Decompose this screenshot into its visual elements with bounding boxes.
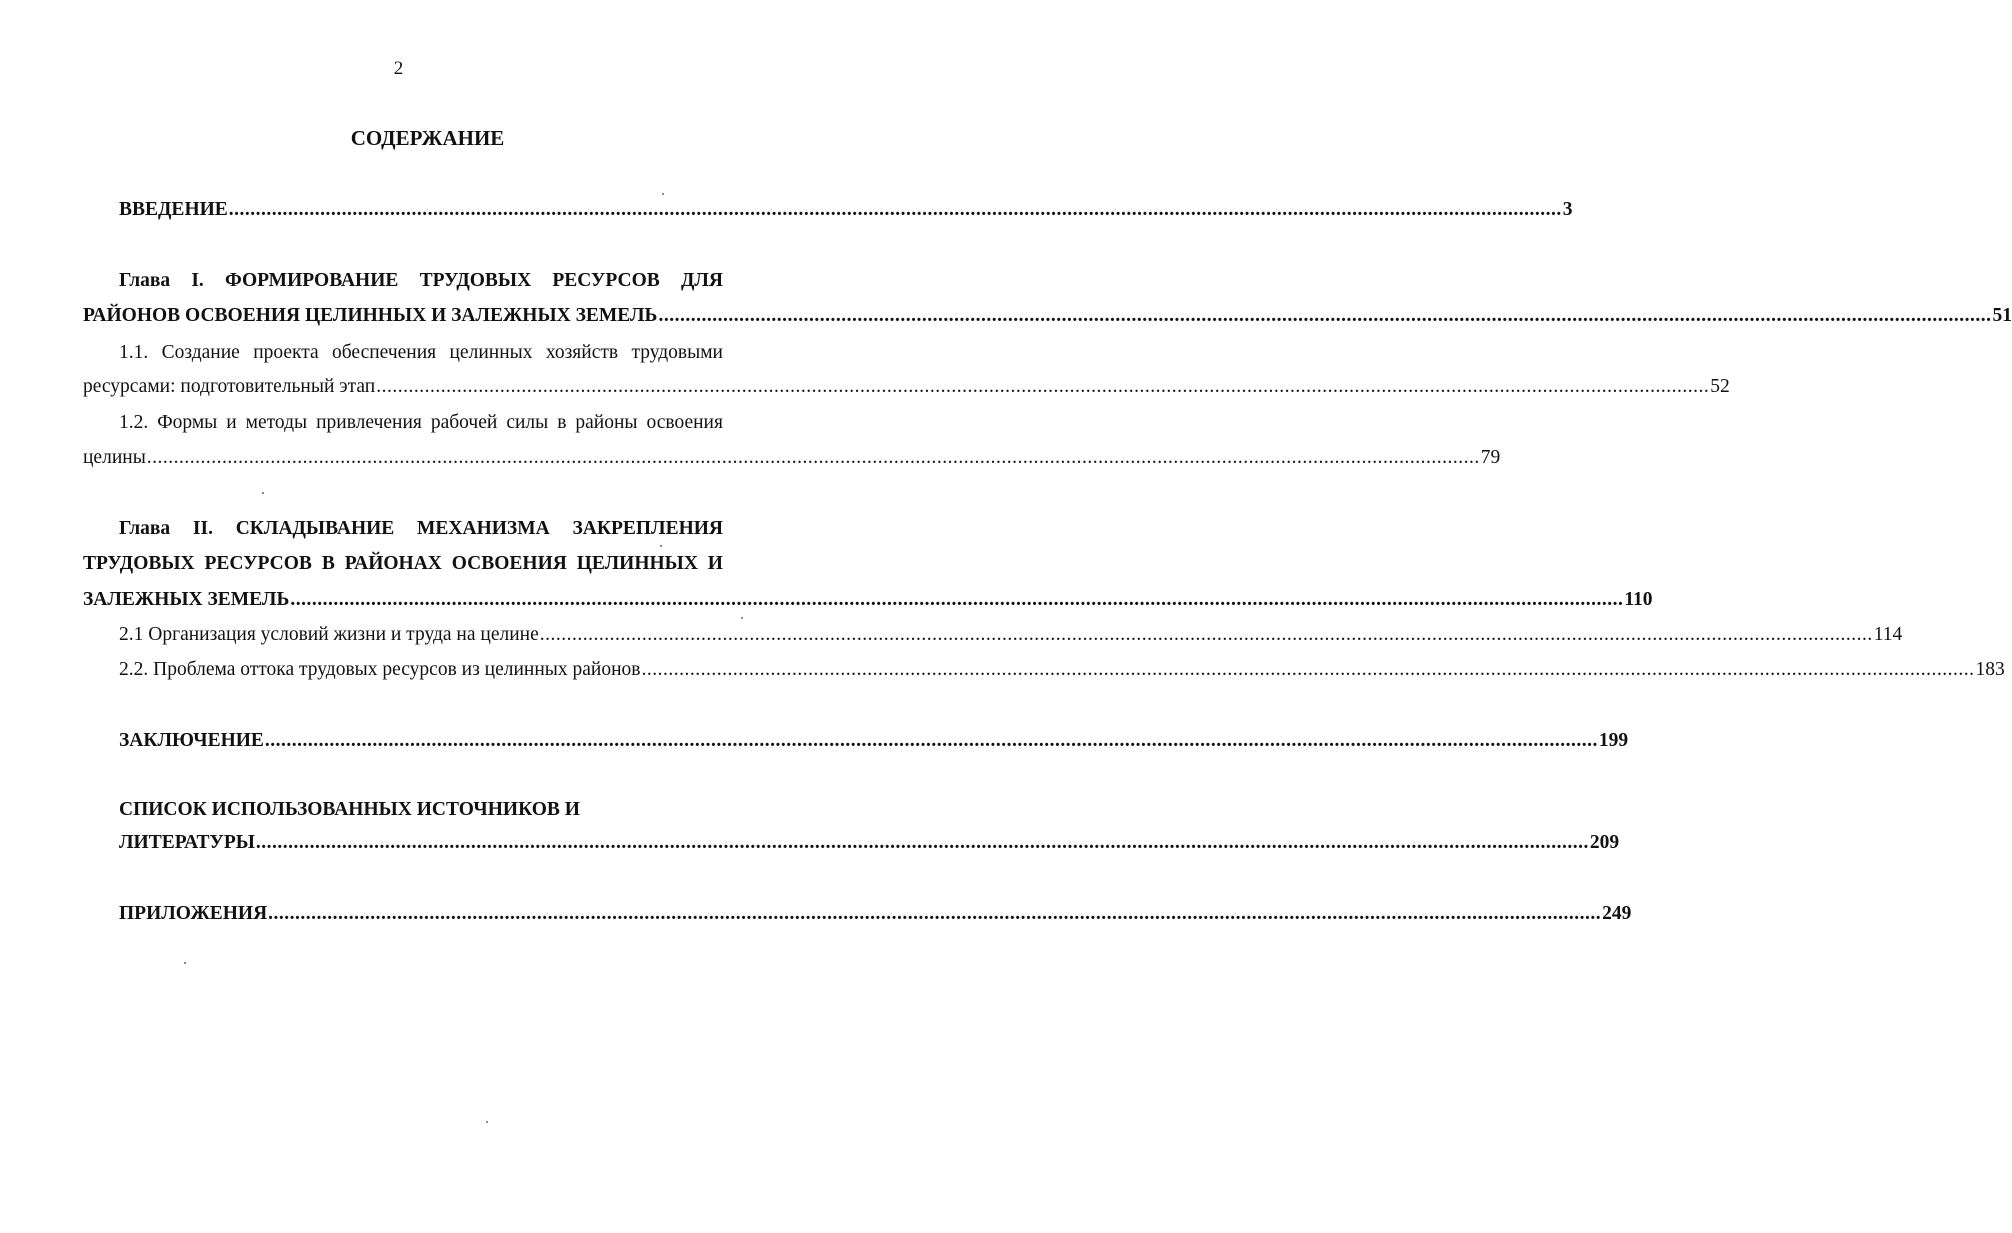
- toc-word: ТРУДОВЫХ: [83, 553, 195, 574]
- toc-page: 183: [1975, 659, 2005, 680]
- scan-speck: [741, 617, 743, 619]
- toc-word: привлечения: [316, 412, 422, 433]
- toc-word: методы: [245, 412, 308, 433]
- toc-label: 2.2. Проблема оттока трудовых ресурсов из целинных районов: [119, 659, 641, 680]
- toc-chapter2-line2[interactable]: [83, 550, 723, 578]
- toc-word: В: [321, 553, 335, 574]
- toc-label: ЗАЛЕЖНЫХ ЗЕМЕЛЬ: [83, 589, 290, 610]
- page-number: 2: [393, 58, 404, 79]
- toc-word: II.: [192, 518, 213, 539]
- toc-page: 52: [1710, 376, 1730, 397]
- toc-word: рабочей: [430, 412, 498, 433]
- toc-leader: ........................................................................................................................................................................................................................................................: [268, 903, 1602, 924]
- toc-section-1-1-line1[interactable]: [119, 339, 723, 367]
- toc-word: Формы: [157, 412, 218, 433]
- toc-label: ресурсами: подготовительный этап: [83, 376, 376, 397]
- toc-page: 79: [1480, 447, 1501, 468]
- toc-label: ЛИТЕРАТУРЫ: [119, 832, 255, 853]
- toc-page: 51: [1992, 305, 2012, 326]
- toc-chapter2-line1[interactable]: [119, 515, 723, 543]
- toc-word: целинных: [449, 342, 533, 363]
- toc-sources-line1[interactable]: СПИСОК ИСПОЛЬЗОВАННЫХ ИСТОЧНИКОВ И: [119, 799, 580, 820]
- toc-entry-intro[interactable]: [119, 196, 1573, 224]
- toc-entry-appendix[interactable]: [119, 900, 1632, 928]
- toc-page: 209: [1589, 832, 1620, 853]
- toc-entry-sources[interactable]: [119, 829, 1620, 857]
- toc-word: И: [707, 553, 723, 574]
- page-title: СОДЕРЖАНИЕ: [350, 126, 505, 150]
- toc-leader: ........................................................................................................................................................................................................................................................: [539, 624, 1873, 645]
- toc-page: 110: [1624, 589, 1653, 610]
- toc-word: ЦЕЛИННЫХ: [576, 553, 698, 574]
- toc-word: ОСВОЕНИЯ: [451, 553, 567, 574]
- toc-word: и: [226, 412, 237, 433]
- scan-speck: [262, 492, 264, 494]
- toc-leader: ........................................................................................................................................................................................................................................................: [228, 199, 1562, 220]
- toc-label: ПРИЛОЖЕНИЯ: [119, 903, 268, 924]
- toc-word: хозяйств: [545, 342, 619, 363]
- toc-word: Глава: [119, 270, 171, 291]
- scan-speck: [660, 545, 662, 547]
- toc-word: в: [557, 412, 567, 433]
- toc-entry-section-1-1[interactable]: [83, 373, 1730, 401]
- toc-word: РЕСУРСОВ: [552, 270, 660, 291]
- toc-leader: ........................................................................................................................................................................................................................................................: [264, 730, 1598, 751]
- toc-label: РАЙОНОВ ОСВОЕНИЯ ЦЕЛИННЫХ И ЗАЛЕЖНЫХ ЗЕМЕЛЬ: [83, 305, 658, 326]
- toc-section-1-2-line1[interactable]: [119, 409, 723, 437]
- scan-speck: [486, 1121, 488, 1123]
- toc-leader: ........................................................................................................................................................................................................................................................: [376, 376, 1710, 397]
- toc-word: 1.2.: [119, 412, 149, 433]
- toc-word: силы: [506, 412, 549, 433]
- toc-word: РЕСУРСОВ: [204, 553, 312, 574]
- scan-speck: [184, 962, 186, 964]
- toc-entry-conclusion[interactable]: [119, 727, 1629, 755]
- toc-word: МЕХАНИЗМА: [417, 518, 550, 539]
- toc-entry-section-2-2[interactable]: [119, 656, 2005, 684]
- toc-leader: ........................................................................................................................................................................................................................................................: [641, 659, 1975, 680]
- toc-word: проекта: [253, 342, 319, 363]
- toc-word: ЗАКРЕПЛЕНИЯ: [572, 518, 723, 539]
- toc-word: обеспечения: [332, 342, 437, 363]
- toc-entry-section-2-1[interactable]: [119, 621, 1903, 649]
- toc-word: Глава: [119, 518, 171, 539]
- toc-label: 2.1 Организация условий жизни и труда на целине: [119, 624, 539, 645]
- toc-word: Создание: [161, 342, 240, 363]
- toc-word: ДЛЯ: [680, 270, 723, 291]
- toc-word: ТРУДОВЫХ: [419, 270, 532, 291]
- scan-speck: [662, 193, 664, 195]
- toc-label: целины: [83, 447, 146, 468]
- toc-page: 114: [1873, 624, 1903, 645]
- toc-word: ФОРМИРОВАНИЕ: [224, 270, 399, 291]
- toc-word: районы: [575, 412, 638, 433]
- toc-leader: ........................................................................................................................................................................................................................................................: [255, 832, 1589, 853]
- toc-leader: ........................................................................................................................................................................................................................................................: [290, 589, 1624, 610]
- toc-label: ВВЕДЕНИЕ: [119, 199, 228, 220]
- toc-entry-chapter1[interactable]: [83, 302, 2012, 330]
- toc-entry-chapter2[interactable]: [83, 586, 1653, 614]
- toc-word: РАЙОНАХ: [344, 553, 442, 574]
- toc-leader: ........................................................................................................................................................................................................................................................: [146, 447, 1480, 468]
- toc-label: ЗАКЛЮЧЕНИЕ: [119, 730, 264, 751]
- toc-word: СКЛАДЫВАНИЕ: [235, 518, 395, 539]
- toc-word: освоения: [646, 412, 723, 433]
- toc-chapter1-line1[interactable]: [119, 267, 723, 295]
- toc-page: 249: [1602, 903, 1632, 924]
- toc-word: 1.1.: [119, 342, 149, 363]
- toc-page: 3: [1562, 199, 1573, 220]
- toc-entry-section-1-2[interactable]: [83, 444, 1501, 472]
- toc-leader: ........................................................................................................................................................................................................................................................: [658, 305, 1992, 326]
- toc-page: 199: [1598, 730, 1629, 751]
- toc-word: I.: [191, 270, 204, 291]
- toc-word: трудовыми: [631, 342, 723, 363]
